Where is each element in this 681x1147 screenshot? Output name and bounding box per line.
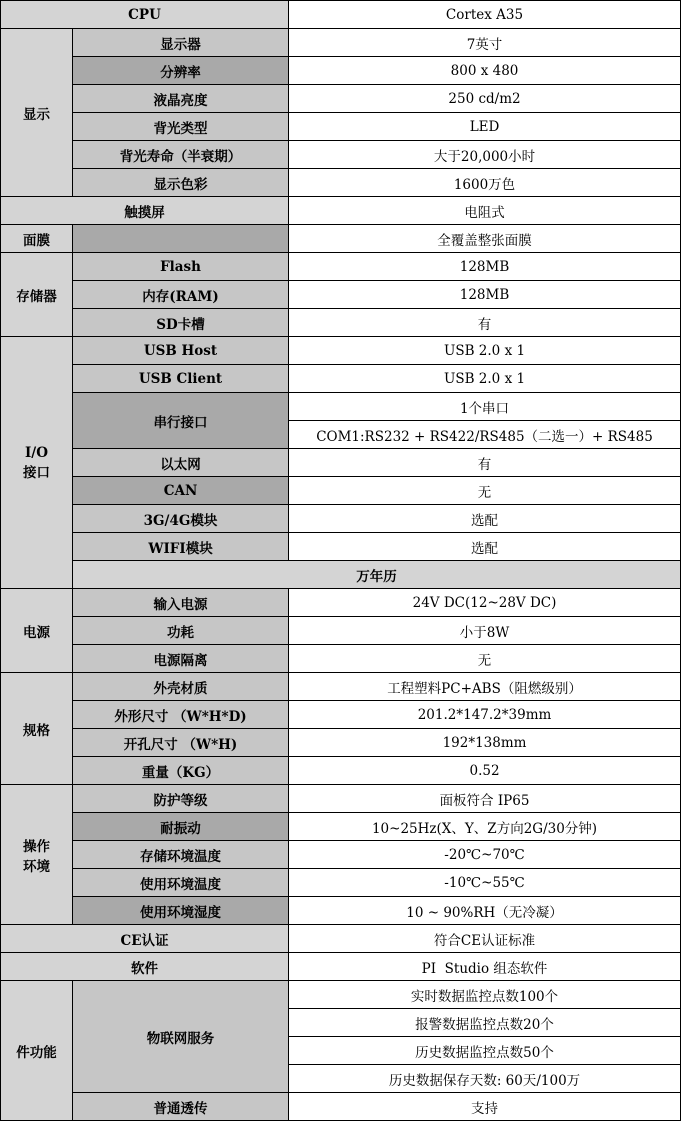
table-row	[1, 533, 681, 561]
io-label-line1: I/O	[24, 444, 48, 461]
table-row	[1, 757, 681, 785]
power-consumption-value: 小于8W	[289, 617, 681, 645]
input-power-label: 输入电源	[73, 589, 289, 617]
table-row	[1, 897, 681, 925]
vibration-value: 10~25Hz(X、Y、Z方向2G/30分钟)	[289, 813, 681, 841]
table-row	[1, 617, 681, 645]
table-row	[1, 673, 681, 701]
display-color-label: 显示色彩	[73, 169, 289, 197]
table-row	[1, 841, 681, 869]
table-row	[1, 925, 681, 953]
operating-temp-label: 使用环境温度	[73, 869, 289, 897]
storage-temp-value: -20℃~70℃	[289, 841, 681, 869]
panel-value: 全覆盖整张面膜	[289, 225, 681, 253]
table-row	[1, 309, 681, 337]
backlight-type-value: LED	[289, 113, 681, 141]
weight-value: 0.52	[289, 757, 681, 785]
table-row	[1, 85, 681, 113]
table-row	[1, 701, 681, 729]
housing-value: 工程塑料PC+ABS（阻燃级别）	[289, 673, 681, 701]
wifi-label: WIFI模块	[73, 533, 289, 561]
backlight-life-value: 大于20,000小时	[289, 141, 681, 169]
table-row	[1, 225, 681, 253]
cellular-value: 选配	[289, 505, 681, 533]
housing-label: 外壳材质	[73, 673, 289, 701]
io-label-line2: 接口	[23, 464, 50, 481]
ce-label: CE认证	[1, 925, 289, 953]
serial-value-count: 1个串口	[289, 393, 681, 421]
env-label-line2: 环境	[23, 858, 50, 875]
table-row	[1, 477, 681, 505]
cpu-value: Cortex A35	[289, 1, 681, 29]
table-row	[1, 785, 681, 813]
vibration-label: 耐振动	[73, 813, 289, 841]
brightness-label: 液晶亮度	[73, 85, 289, 113]
power-group-label: 电源	[1, 589, 73, 673]
display-size-label: 显示器	[73, 29, 289, 57]
passthrough-value: 支持	[289, 1093, 681, 1121]
display-size-value: 7英寸	[289, 29, 681, 57]
ram-value: 128MB	[289, 281, 681, 309]
backlight-life-label: 背光寿命（半衰期）	[73, 141, 289, 169]
table-row	[1, 1093, 681, 1121]
power-isolation-value: 无	[289, 645, 681, 673]
can-label: CAN	[73, 477, 289, 505]
iot-retention-value: 历史数据保存天数: 60天/100万	[289, 1065, 681, 1093]
table-row	[1, 141, 681, 169]
sd-slot-label: SD卡槽	[73, 309, 289, 337]
usb-client-label: USB Client	[73, 365, 289, 393]
table-row	[1, 393, 681, 421]
brightness-value: 250 cd/m2	[289, 85, 681, 113]
table-row	[1, 365, 681, 393]
usb-client-value: USB 2.0 x 1	[289, 365, 681, 393]
table-row	[1, 281, 681, 309]
cellular-label: 3G/4G模块	[73, 505, 289, 533]
passthrough-label: 普通透传	[73, 1093, 289, 1121]
table-row	[1, 337, 681, 365]
table-row	[1, 57, 681, 85]
env-label-line1: 操作	[23, 838, 50, 855]
iot-history-value: 历史数据监控点数50个	[289, 1037, 681, 1065]
table-row	[1, 645, 681, 673]
software-label: 软件	[1, 953, 289, 981]
iot-realtime-value: 实时数据监控点数100个	[289, 981, 681, 1009]
panel-label: 面膜	[1, 225, 73, 253]
table-row	[1, 981, 681, 1009]
serial-label: 串行接口	[73, 393, 289, 449]
resolution-label: 分辨率	[73, 57, 289, 85]
sd-slot-value: 有	[289, 309, 681, 337]
humidity-label: 使用环境湿度	[73, 897, 289, 925]
table-row	[1, 253, 681, 281]
flash-value: 128MB	[289, 253, 681, 281]
io-group-label	[1, 337, 73, 589]
touch-label: 触摸屏	[1, 197, 289, 225]
cutout-value: 192*138mm	[289, 729, 681, 757]
flash-label: Flash	[73, 253, 289, 281]
table-row	[1, 113, 681, 141]
table-row	[1, 197, 681, 225]
table-row	[1, 449, 681, 477]
touch-value: 电阻式	[289, 197, 681, 225]
protection-value: 面板符合 IP65	[289, 785, 681, 813]
iot-service-label: 物联网服务	[73, 981, 289, 1093]
table-row	[1, 729, 681, 757]
backlight-type-label: 背光类型	[73, 113, 289, 141]
usb-host-label: USB Host	[73, 337, 289, 365]
spec-group-label: 规格	[1, 673, 73, 785]
serial-value-ports: COM1:RS232 + RS422/RS485（二选一）+ RS485	[289, 421, 681, 449]
can-value: 无	[289, 477, 681, 505]
ce-value: 符合CE认证标准	[289, 925, 681, 953]
ethernet-label: 以太网	[73, 449, 289, 477]
table-row	[1, 953, 681, 981]
table-row	[1, 505, 681, 533]
protection-label: 防护等级	[73, 785, 289, 813]
resolution-value: 800 x 480	[289, 57, 681, 85]
ram-label: 内存(RAM)	[73, 281, 289, 309]
iot-alarm-value: 报警数据监控点数20个	[289, 1009, 681, 1037]
power-consumption-label: 功耗	[73, 617, 289, 645]
table-row	[1, 1, 681, 29]
display-group-label: 显示	[1, 29, 73, 197]
storage-group-label: 存储器	[1, 253, 73, 337]
table-row	[1, 813, 681, 841]
dimensions-label: 外形尺寸 （W*H*D)	[73, 701, 289, 729]
function-group-label: 件功能	[1, 981, 73, 1121]
wifi-value: 选配	[289, 533, 681, 561]
weight-label: 重量（KG）	[73, 757, 289, 785]
input-power-value: 24V DC(12~28V DC)	[289, 589, 681, 617]
table-row	[1, 29, 681, 57]
panel-empty-cell	[73, 225, 289, 253]
ethernet-value: 有	[289, 449, 681, 477]
software-value: PI Studio 组态软件	[289, 953, 681, 981]
usb-host-value: USB 2.0 x 1	[289, 337, 681, 365]
operating-temp-value: -10℃~55℃	[289, 869, 681, 897]
table-row	[1, 589, 681, 617]
rtc-label: 万年历	[73, 561, 681, 589]
cutout-label: 开孔尺寸 （W*H)	[73, 729, 289, 757]
env-group-label	[1, 785, 73, 925]
storage-temp-label: 存储环境温度	[73, 841, 289, 869]
display-color-value: 1600万色	[289, 169, 681, 197]
power-isolation-label: 电源隔离	[73, 645, 289, 673]
cpu-label: CPU	[1, 1, 289, 29]
humidity-value: 10 ~ 90%RH（无冷凝）	[289, 897, 681, 925]
table-row	[1, 561, 681, 589]
table-row	[1, 169, 681, 197]
dimensions-value: 201.2*147.2*39mm	[289, 701, 681, 729]
table-row	[1, 869, 681, 897]
